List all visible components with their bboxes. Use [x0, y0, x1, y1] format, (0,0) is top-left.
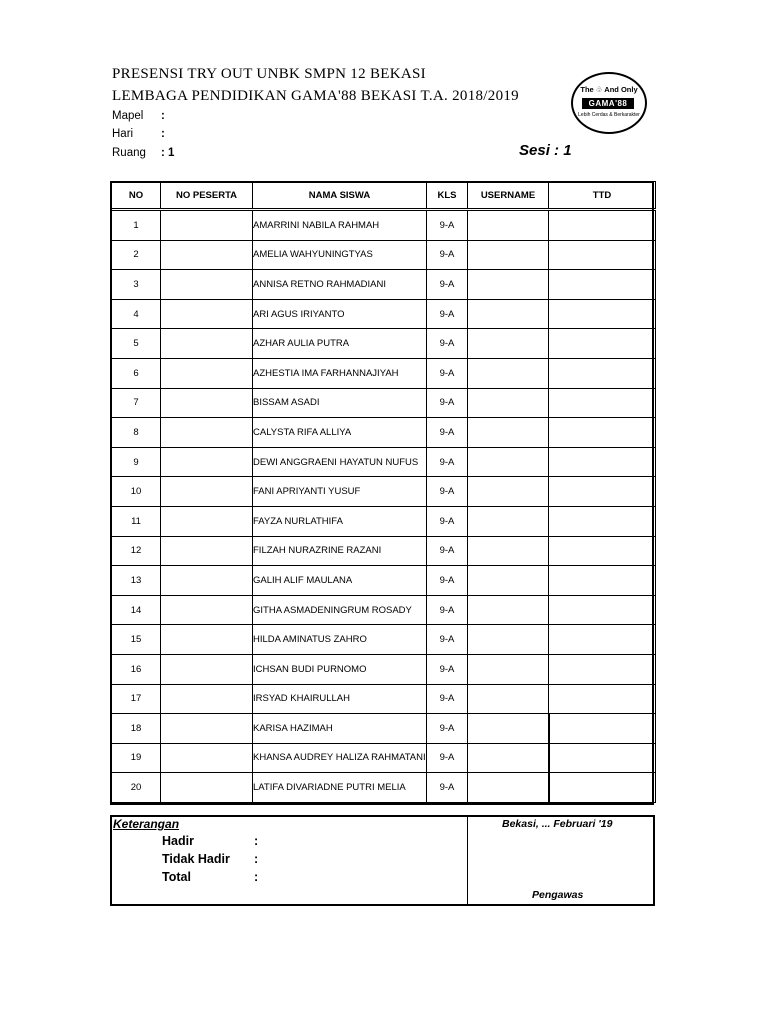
row-kls: 9-A — [427, 210, 468, 241]
row-username — [468, 625, 549, 655]
total-colon: : — [254, 870, 259, 884]
row-ttd — [549, 714, 656, 744]
row-kls: 9-A — [427, 625, 468, 655]
row-kls: 9-A — [427, 654, 468, 684]
gama88-logo — [571, 72, 647, 134]
column-header-nama-siswa: NAMA SISWA — [253, 182, 427, 210]
row-username — [468, 270, 549, 300]
table-row — [112, 684, 656, 714]
row-ttd — [549, 418, 656, 448]
row-no: 3 — [112, 270, 161, 300]
row-no-peserta — [161, 654, 253, 684]
row-nama-siswa: KHANSA AUDREY HALIZA RAHMATANI — [253, 743, 427, 773]
row-no-peserta — [161, 684, 253, 714]
table-row — [112, 654, 656, 684]
tidak-hadir-colon: : — [254, 852, 259, 866]
row-no-peserta — [161, 358, 253, 388]
row-no-peserta — [161, 388, 253, 418]
row-no-peserta — [161, 210, 253, 241]
ruang-label: Ruang — [112, 147, 146, 159]
row-no-peserta — [161, 299, 253, 329]
row-username — [468, 654, 549, 684]
table-row — [112, 625, 656, 655]
row-kls: 9-A — [427, 329, 468, 359]
sesi-value: : 1 — [554, 142, 572, 159]
page-subtitle: LEMBAGA PENDIDIKAN GAMA'88 BEKASI T.A. 2018/2019 — [112, 88, 519, 104]
row-kls: 9-A — [427, 388, 468, 418]
row-username — [468, 743, 549, 773]
row-nama-siswa: AZHESTIA IMA FARHANNAJIYAH — [253, 358, 427, 388]
logo-wordmark: GAMA'88 — [582, 98, 634, 109]
sesi-label: Sesi — [519, 142, 550, 159]
row-nama-siswa: ICHSAN BUDI PURNOMO — [253, 654, 427, 684]
row-kls: 9-A — [427, 595, 468, 625]
row-no: 1 — [112, 210, 161, 241]
row-ttd — [549, 388, 656, 418]
row-kls: 9-A — [427, 299, 468, 329]
mapel-label: Mapel — [112, 110, 144, 122]
row-ttd — [549, 240, 656, 270]
hari-label: Hari — [112, 128, 134, 140]
row-nama-siswa: CALYSTA RIFA ALLIYA — [253, 418, 427, 448]
table-row — [112, 566, 656, 596]
row-no: 18 — [112, 714, 161, 744]
row-no: 19 — [112, 743, 161, 773]
row-nama-siswa: FILZAH NURAZRINE RAZANI — [253, 536, 427, 566]
table-row — [112, 358, 656, 388]
row-username — [468, 358, 549, 388]
row-nama-siswa: AMARRINI NABILA RAHMAH — [253, 210, 427, 241]
total-label: Total — [162, 870, 191, 884]
row-kls: 9-A — [427, 477, 468, 507]
row-no-peserta — [161, 595, 253, 625]
row-username — [468, 447, 549, 477]
row-ttd — [549, 625, 656, 655]
row-no-peserta — [161, 625, 253, 655]
row-username — [468, 684, 549, 714]
row-nama-siswa: FAYZA NURLATHIFA — [253, 506, 427, 536]
row-nama-siswa: GITHA ASMADENINGRUM ROSADY — [253, 595, 427, 625]
hari-value: : — [161, 128, 165, 140]
row-nama-siswa: DEWI ANGGRAENI HAYATUN NUFUS — [253, 447, 427, 477]
row-ttd — [549, 270, 656, 300]
row-no: 13 — [112, 566, 161, 596]
row-username — [468, 240, 549, 270]
row-nama-siswa: ANNISA RETNO RAHMADIANI — [253, 270, 427, 300]
row-kls: 9-A — [427, 684, 468, 714]
hadir-colon: : — [254, 834, 259, 848]
keterangan-label: Keterangan — [113, 817, 180, 831]
row-no-peserta — [161, 773, 253, 803]
column-header-ttd: TTD — [549, 182, 656, 210]
row-no-peserta — [161, 566, 253, 596]
table-row — [112, 743, 656, 773]
row-no: 5 — [112, 329, 161, 359]
row-no: 10 — [112, 477, 161, 507]
logo-tagline: The ♧ And Only — [580, 85, 638, 94]
hadir-label: Hadir — [162, 834, 194, 848]
row-kls: 9-A — [427, 240, 468, 270]
row-no-peserta — [161, 536, 253, 566]
row-no: 7 — [112, 388, 161, 418]
row-no: 12 — [112, 536, 161, 566]
row-no-peserta — [161, 477, 253, 507]
logo-motto: Lebih Cerdas & Berkarakter — [578, 112, 640, 118]
row-nama-siswa: GALIH ALIF MAULANA — [253, 566, 427, 596]
row-username — [468, 595, 549, 625]
table-row — [112, 329, 656, 359]
row-username — [468, 773, 549, 803]
row-nama-siswa: AZHAR AULIA PUTRA — [253, 329, 427, 359]
row-nama-siswa: KARISA HAZIMAH — [253, 714, 427, 744]
column-header-username: USERNAME — [468, 182, 549, 210]
row-nama-siswa: IRSYAD KHAIRULLAH — [253, 684, 427, 714]
row-username — [468, 714, 549, 744]
row-kls: 9-A — [427, 358, 468, 388]
row-no: 4 — [112, 299, 161, 329]
sesi-field — [519, 142, 572, 159]
row-no-peserta — [161, 447, 253, 477]
row-ttd — [549, 773, 656, 803]
table-row — [112, 595, 656, 625]
table-row — [112, 773, 656, 803]
row-nama-siswa: HILDA AMINATUS ZAHRO — [253, 625, 427, 655]
attendance-table — [111, 181, 656, 803]
date-text: Bekasi, ... Februari '19 — [502, 818, 613, 830]
page-title: PRESENSI TRY OUT UNBK SMPN 12 BEKASI — [112, 66, 426, 82]
row-no: 14 — [112, 595, 161, 625]
table-row — [112, 270, 656, 300]
row-kls: 9-A — [427, 447, 468, 477]
row-ttd — [549, 447, 656, 477]
footer-divider — [467, 817, 468, 904]
row-ttd — [549, 299, 656, 329]
row-nama-siswa: LATIFA DIVARIADNE PUTRI MELIA — [253, 773, 427, 803]
row-nama-siswa: BISSAM ASADI — [253, 388, 427, 418]
row-ttd — [549, 506, 656, 536]
row-kls: 9-A — [427, 270, 468, 300]
row-ttd — [549, 595, 656, 625]
row-no: 9 — [112, 447, 161, 477]
row-ttd — [549, 329, 656, 359]
row-no-peserta — [161, 506, 253, 536]
row-no: 2 — [112, 240, 161, 270]
row-nama-siswa: FANI APRIYANTI YUSUF — [253, 477, 427, 507]
row-no-peserta — [161, 240, 253, 270]
tidak-hadir-label: Tidak Hadir — [162, 852, 230, 866]
row-ttd — [549, 566, 656, 596]
row-kls: 9-A — [427, 714, 468, 744]
row-no-peserta — [161, 714, 253, 744]
table-row — [112, 418, 656, 448]
row-no-peserta — [161, 418, 253, 448]
row-username — [468, 506, 549, 536]
table-row — [112, 536, 656, 566]
row-ttd — [549, 358, 656, 388]
table-row — [112, 477, 656, 507]
row-no: 15 — [112, 625, 161, 655]
row-username — [468, 329, 549, 359]
row-no: 11 — [112, 506, 161, 536]
column-header-no: NO — [112, 182, 161, 210]
row-ttd — [549, 684, 656, 714]
row-username — [468, 299, 549, 329]
row-kls: 9-A — [427, 536, 468, 566]
row-ttd — [549, 654, 656, 684]
ruang-value: : 1 — [161, 147, 175, 159]
table-row — [112, 447, 656, 477]
row-no-peserta — [161, 743, 253, 773]
row-nama-siswa: ARI AGUS IRIYANTO — [253, 299, 427, 329]
row-kls: 9-A — [427, 418, 468, 448]
table-row — [112, 299, 656, 329]
row-no: 20 — [112, 773, 161, 803]
row-ttd — [549, 477, 656, 507]
row-kls: 9-A — [427, 773, 468, 803]
row-no: 17 — [112, 684, 161, 714]
row-username — [468, 418, 549, 448]
row-no-peserta — [161, 329, 253, 359]
row-username — [468, 210, 549, 241]
footer-box — [110, 815, 655, 906]
table-header-row — [112, 182, 656, 210]
row-kls: 9-A — [427, 566, 468, 596]
row-username — [468, 388, 549, 418]
table-row — [112, 506, 656, 536]
row-username — [468, 566, 549, 596]
row-ttd — [549, 536, 656, 566]
table-row — [112, 210, 656, 241]
row-no: 16 — [112, 654, 161, 684]
row-nama-siswa: AMELIA WAHYUNINGTYAS — [253, 240, 427, 270]
row-ttd — [549, 743, 656, 773]
row-no: 6 — [112, 358, 161, 388]
row-no-peserta — [161, 270, 253, 300]
row-no: 8 — [112, 418, 161, 448]
row-kls: 9-A — [427, 743, 468, 773]
table-row — [112, 714, 656, 744]
row-ttd — [549, 210, 656, 241]
column-header-no-peserta: NO PESERTA — [161, 182, 253, 210]
table-row — [112, 388, 656, 418]
row-username — [468, 536, 549, 566]
pengawas-label: Pengawas — [532, 889, 584, 901]
column-header-kls: KLS — [427, 182, 468, 210]
table-row — [112, 240, 656, 270]
mapel-value: : — [161, 110, 165, 122]
row-username — [468, 477, 549, 507]
row-kls: 9-A — [427, 506, 468, 536]
